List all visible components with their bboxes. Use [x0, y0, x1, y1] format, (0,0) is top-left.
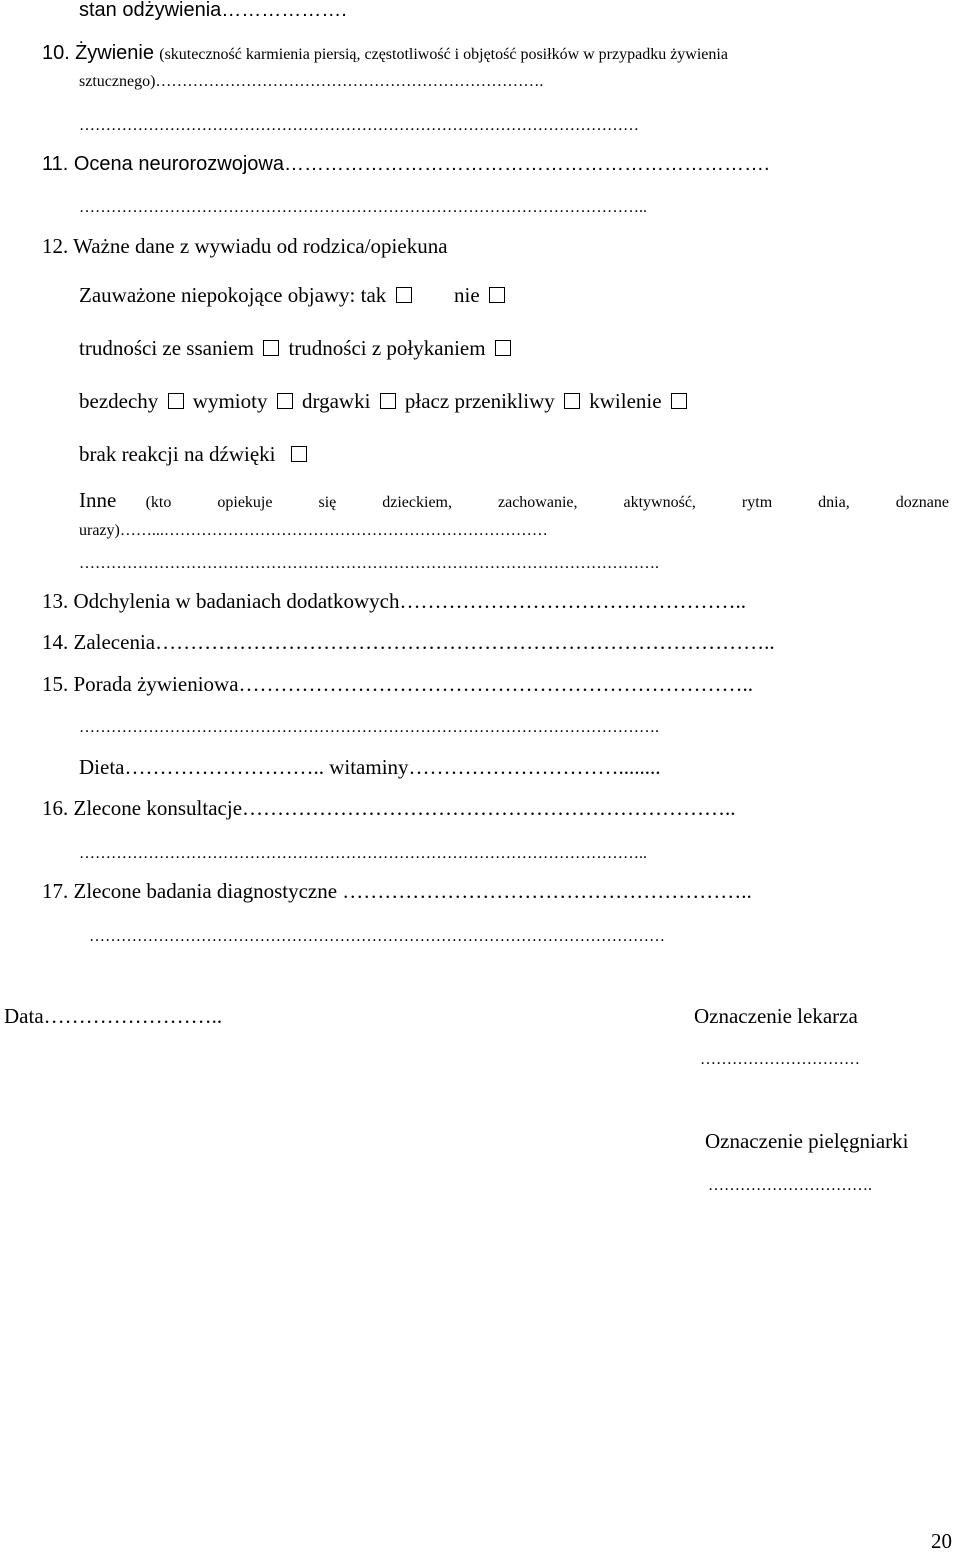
observed-symptoms-question: Zauważone niepokojące objawy: tak: [79, 283, 387, 307]
sound-reaction-row: [79, 444, 311, 465]
yes-checkbox[interactable]: [396, 287, 412, 303]
feeding-difficulties-row: [79, 338, 515, 359]
section-14-heading: 14. Zalecenia……………………………………………………………………………..: [42, 630, 775, 654]
observed-symptoms-row: [79, 285, 509, 306]
section-17-dotted-line: ………………………………………………………………………………………………: [89, 928, 665, 945]
section-10-dotted-line: ……………………………………………………………………………………………: [79, 117, 639, 134]
date-field: Data……………………..: [4, 1004, 223, 1028]
section-16-heading: 16. Zlecone konsultacje……………………………………………………………..: [42, 796, 736, 820]
section-15-heading: 15. Porada żywieniowa………………………………………………………………..: [42, 672, 754, 696]
whimpering-checkbox[interactable]: [671, 393, 687, 409]
section-10-continuation: sztucznego)……………………………………………………………….: [79, 73, 544, 90]
sucking-difficulty-checkbox[interactable]: [263, 340, 279, 356]
section-13-heading: 13. Odchylenia w badaniach dodatkowych…………………………………………..: [42, 589, 746, 613]
seizures-checkbox[interactable]: [380, 393, 396, 409]
no-label: nie: [454, 283, 480, 307]
section-12-heading: [42, 236, 448, 257]
symptoms-row: [79, 391, 691, 412]
section-10-label: Żywienie: [75, 42, 154, 64]
section-11-heading: 11. Ocena neurorozwojowa……………………………………………………………….: [42, 153, 770, 175]
piercing-cry-checkbox[interactable]: [564, 393, 580, 409]
nutrition-status-line: stan odżywienia……………….: [79, 0, 347, 21]
nurse-signature-label: Oznaczenie pielęgniarki: [705, 1129, 909, 1153]
seizures-label: drgawki: [301, 389, 371, 413]
doctor-signature-label: Oznaczenie lekarza: [694, 1004, 858, 1028]
apnea-label: bezdechy: [79, 389, 159, 413]
whimpering-label: kwilenie: [589, 389, 662, 413]
vomiting-label: wymioty: [192, 389, 268, 413]
doctor-signature-dotted-line: …………………………: [700, 1051, 860, 1068]
sucking-difficulty-label: trudności ze ssaniem: [79, 336, 254, 360]
no-sound-reaction-checkbox[interactable]: [291, 446, 307, 462]
vomiting-checkbox[interactable]: [277, 393, 293, 409]
section-11-dotted-line: ……………………………………………………………………………………………..: [79, 199, 647, 216]
piercing-cry-label: płacz przenikliwy: [404, 389, 555, 413]
section-17-heading: 17. Zlecone badania diagnostyczne …………………………………………………..: [42, 879, 752, 903]
nurse-signature-dotted-line: ………………………….: [708, 1177, 872, 1194]
no-checkbox[interactable]: [489, 287, 505, 303]
page-number: 20: [931, 1529, 952, 1553]
other-label: Inne: [79, 488, 117, 512]
section-16-dotted-line: ……………………………………………………………………………………………..: [79, 845, 647, 862]
section-15-dotted-line: ……………………………………………………………………………………………….: [79, 719, 659, 736]
section-12-label: Ważne dane z wywiadu od rodzica/opiekuna: [73, 234, 448, 258]
section-12-number: 12.: [42, 234, 69, 258]
other-dotted-line: ……………………………………………………………………………………………….: [79, 555, 659, 572]
swallowing-difficulty-checkbox[interactable]: [495, 340, 511, 356]
diet-vitamins-line: Dieta……………………….. witaminy…………………………........: [79, 755, 661, 779]
section-10-number: 10.: [42, 42, 70, 64]
section-10-description: (skuteczność karmienia piersią, częstotliwość i objętość posiłków w przypadku żywienia: [159, 46, 728, 63]
section-10-heading: [42, 42, 952, 63]
other-continuation: urazy)……...………………………………………………………………: [79, 522, 548, 539]
other-description: (kto opiekuje się dzieckiem, zachowanie, aktywność, rytm dnia, doznane: [145, 494, 950, 511]
apnea-checkbox[interactable]: [168, 393, 184, 409]
no-sound-reaction-label: brak reakcji na dźwięki: [79, 442, 276, 466]
swallowing-difficulty-label: trudności z połykaniem: [288, 336, 486, 360]
